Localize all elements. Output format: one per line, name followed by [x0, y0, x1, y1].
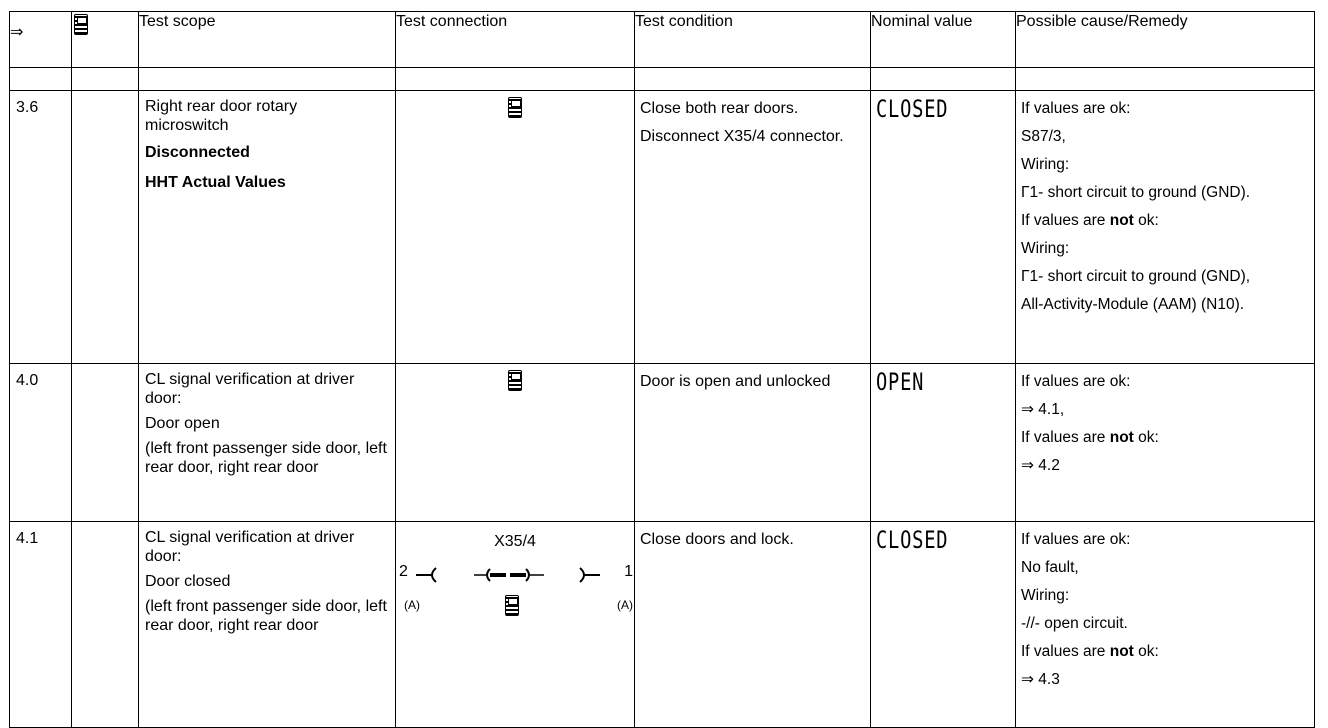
- remedy-line: If values are not ok:: [1021, 212, 1159, 229]
- table-row: [10, 522, 1315, 728]
- scope-text: Door closed: [145, 573, 231, 590]
- test-procedure-table: [9, 11, 1315, 728]
- header-test-scope: Test scope: [139, 12, 396, 68]
- remedy-line: -//- open circuit.: [1021, 615, 1128, 632]
- spacer-row: [10, 68, 1315, 91]
- scope-text: (left front passenger side door, left rear door, right rear door: [145, 598, 387, 634]
- scope-text: CL signal verification at driver door:: [145, 371, 355, 407]
- header-test-connection: Test connection: [396, 12, 635, 68]
- test-scope-cell: [139, 364, 396, 522]
- remedy-cell: [1016, 364, 1315, 522]
- table-row: [10, 364, 1315, 522]
- remedy-line: Wiring:: [1021, 156, 1070, 173]
- test-connection-cell: [396, 91, 635, 364]
- step-number: 4.1: [10, 522, 72, 728]
- nominal-value-cell: [871, 91, 1016, 364]
- remedy-line: If values are not ok:: [1021, 429, 1159, 446]
- test-connection-cell: [396, 522, 635, 728]
- nominal-display-value: CLOSED: [876, 526, 949, 554]
- nominal-value-cell: [871, 364, 1016, 522]
- device-cell: [72, 364, 139, 522]
- nominal-display-value: CLOSED: [876, 95, 949, 123]
- condition-text: Close both rear doors.: [640, 100, 799, 117]
- header-nominal-value: Nominal value: [871, 12, 1016, 68]
- remedy-line: ⇒ 4.1,: [1021, 401, 1065, 418]
- remedy-line: No fault,: [1021, 559, 1079, 576]
- remedy-cell: [1016, 91, 1315, 364]
- header-arrow: ⇒: [10, 12, 72, 68]
- remedy-line: S87/3,: [1021, 128, 1066, 145]
- remedy-line: If values are ok:: [1021, 531, 1131, 548]
- remedy-line: Wiring:: [1021, 240, 1070, 257]
- condition-text: Disconnect X35/4 connector.: [640, 128, 844, 145]
- pin-number: 1: [624, 563, 633, 580]
- scope-text: CL signal verification at driver door:: [145, 529, 355, 565]
- scope-text: Door open: [145, 415, 220, 432]
- table-row: [10, 91, 1315, 364]
- hht-handheld-tester-icon: [74, 14, 88, 35]
- remedy-line: If values are not ok:: [1021, 643, 1159, 660]
- header-row: [10, 12, 1315, 68]
- pin-number: 2: [399, 563, 408, 580]
- test-condition-cell: [635, 91, 871, 364]
- test-connection-cell: [396, 364, 635, 522]
- remedy-line: All-Activity-Module (AAM) (N10).: [1021, 296, 1245, 313]
- pin-tag: (A): [617, 598, 633, 612]
- hht-handheld-tester-icon: [505, 595, 519, 616]
- header-possible-cause: Possible cause/Remedy: [1016, 12, 1315, 68]
- condition-text: Close doors and lock.: [640, 531, 794, 548]
- connector-wiring-icon: [414, 564, 624, 586]
- remedy-line: Γ1- short circuit to ground (GND),: [1021, 268, 1251, 285]
- hht-handheld-tester-icon: [508, 97, 522, 118]
- scope-text: Right rear door rotary: [145, 98, 298, 115]
- device-cell: [72, 522, 139, 728]
- remedy-line: If values are ok:: [1021, 373, 1131, 390]
- step-number: 4.0: [10, 364, 72, 522]
- test-condition-cell: [635, 364, 871, 522]
- remedy-line: ⇒ 4.2: [1021, 457, 1060, 474]
- remedy-line: Wiring:: [1021, 587, 1070, 604]
- remedy-line: Γ1- short circuit to ground (GND).: [1021, 184, 1251, 201]
- device-cell: [72, 91, 139, 364]
- scope-text: microswitch: [145, 117, 229, 134]
- test-scope-cell: [139, 91, 396, 364]
- nominal-value-cell: [871, 522, 1016, 728]
- test-condition-cell: [635, 522, 871, 728]
- scope-bold-text: HHT Actual Values: [145, 174, 286, 191]
- step-number: 3.6: [10, 91, 72, 364]
- remedy-line: If values are ok:: [1021, 100, 1131, 117]
- scope-bold-text: Disconnected: [145, 144, 250, 161]
- remedy-cell: [1016, 522, 1315, 728]
- hht-handheld-tester-icon: [508, 370, 522, 391]
- scope-text: (left front passenger side door, left rear door, right rear door: [145, 440, 387, 476]
- remedy-line: ⇒ 4.3: [1021, 671, 1060, 688]
- nominal-display-value: OPEN: [876, 368, 925, 396]
- connector-label: X35/4: [494, 533, 536, 550]
- header-device-cell: [72, 12, 139, 68]
- pin-tag: (A): [404, 598, 420, 612]
- header-test-condition: Test condition: [635, 12, 871, 68]
- condition-text: Door is open and unlocked: [640, 373, 831, 390]
- test-scope-cell: [139, 522, 396, 728]
